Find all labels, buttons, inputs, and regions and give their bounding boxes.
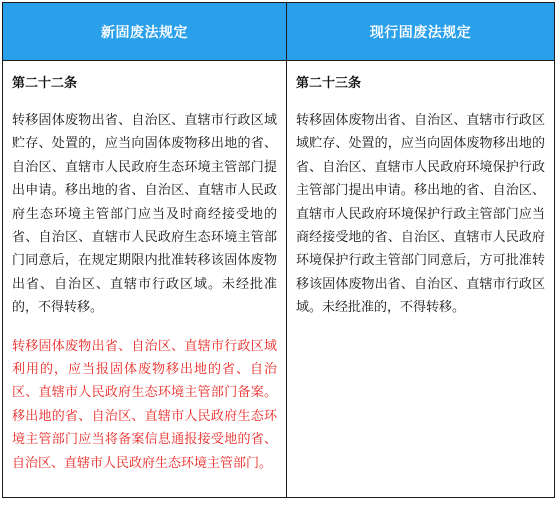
new-law-paragraph-1: 转移固体废物出省、自治区、直辖市行政区域贮存、处置的，应当向固体废物移出地的省、自治区、直辖市人民政府生态环境主管部门提出申请。移出地的省、自治区、直辖市人民政府生态环境主管部门应当及时商经接受地的省、自治区、直辖市人民政府生态环境主管部门同意后，在规定期限内批准转移该固体废物出省、自治区、直辖市行政区域。未经批准的，不得转移。 <box>12 113 277 316</box>
new-law-paragraph-2-highlighted: 转移固体废物出省、自治区、直辖市行政区域利用的，应当报固体废物移出地的省、自治区、直辖市人民政府生态环境主管部门备案。移出地的省、自治区、直辖市人民政府生态环境主管部门应当将备案信息通报接受地的省、自治区、直辖市人民政府生态环境主管部门。 <box>12 338 277 471</box>
current-law-paragraph-1: 转移固体废物出省、自治区、直辖市行政区域贮存、处置的，应当向固体废物移出地的省、自治区、直辖市人民政府环境保护行政主管部门提出申请。移出地的省、自治区、直辖市人民政府环境保护行政主管部门应当商经接受地的省、自治区、直辖市人民政府环境保护行政主管部门同意后，方可批准转移该固体废物出省、自治区、直辖市行政区域。未经批准的，不得转移。 <box>296 113 545 316</box>
header-new-law: 新固废法规定 <box>3 3 287 60</box>
table-header-row <box>3 3 554 61</box>
header-current-law: 现行固废法规定 <box>287 3 554 60</box>
table-body-row <box>3 61 554 497</box>
comparison-table <box>2 2 555 498</box>
current-law-article-number: 第二十三条 <box>296 76 362 91</box>
new-law-cell <box>3 61 287 497</box>
new-law-article-number: 第二十二条 <box>12 76 78 91</box>
current-law-cell <box>287 61 554 497</box>
